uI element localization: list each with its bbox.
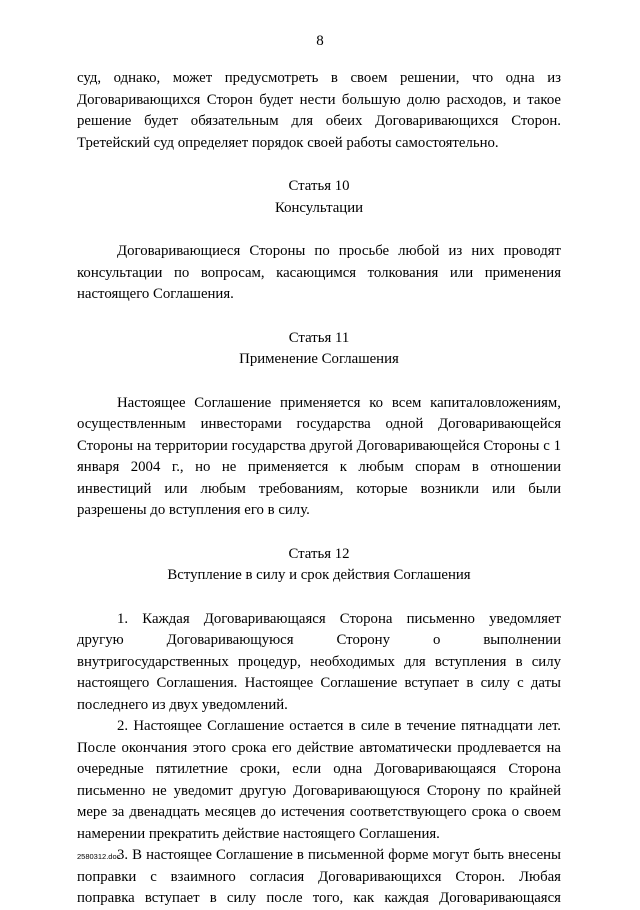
clause-1-line-1: 1. Каждая Договаривающаяся Сторона письменно уведомляет — [117, 610, 561, 627]
article-10-title: Консультации — [274, 199, 364, 216]
article-10-paragraph: Договаривающиеся Стороны по просьбе любой из них проводят консультации по вопросам, касающимся толкования или применения настоящего Соглашения. — [77, 243, 561, 302]
article-12-clause-3: 3. В настоящее Соглашение в письменной форме могут быть внесены поправки с взаимного согласия Договаривающихся Сторон. Любая поправка вступает в силу после того, как каждая Договаривающаяся — [77, 847, 561, 906]
article-11-heading — [77, 328, 561, 371]
continuation-paragraph: суд, однако, может предусмотреть в своем решении, что одна из Договаривающихся Сторон будет нести большую долю расходов, и такое решение будет обязательным для обеих Договаривающихся Сторон. Третейский суд определяет порядок своей работы самостоятельно. — [77, 70, 561, 151]
clause-1-rest: внутригосударственных процедур, необходимых для вступления в силу настоящего Соглашения. Настоящее Соглашение вступает в силу с даты последнего из двух уведомлений. — [77, 653, 561, 713]
article-10-number: Статья 10 — [288, 178, 350, 194]
article-12-clause-2: 2. Настоящее Соглашение остается в силе в течение пятнадцати лет. После окончания этого срока его действие автоматически продлевается на очередные пятилетние сроки, если одна Договаривающаяся Сторона письменно не уведомит другую Договаривающуюся Сторону по крайней мере за двенадцать месяцев до истечения соответствующего срока о своем намерении прекратить действие настоящего Соглашения. — [77, 718, 561, 842]
article-10-heading — [77, 176, 561, 219]
article-11-paragraph: Настоящее Соглашение применяется ко всем капиталовложениям, осуществленным инвесторами государства одной Договаривающейся Стороны на территории государства другой Договаривающейся Стороны с 1 января 2004 г., но не применяется к любым спорам в отношении инвестиций или любым требованиям, которые возникли или были разрешены до вступления его в силу. — [77, 394, 561, 518]
article-12-clause-1 — [77, 609, 561, 717]
clause-1-line-2: другую Договаривающуюся Сторону о выполнении — [77, 632, 561, 648]
article-12-number: Статья 12 — [288, 545, 350, 562]
article-12-heading — [77, 544, 561, 587]
page-number: 8 — [316, 33, 324, 49]
document-body — [77, 68, 561, 910]
article-11-title: Применение Соглашения — [239, 351, 399, 367]
article-11-number: Статья 11 — [288, 329, 350, 346]
article-12-title: Вступление в силу и срок действия Соглашения — [167, 567, 471, 583]
file-name-footer: 2580312.doc — [77, 852, 121, 861]
